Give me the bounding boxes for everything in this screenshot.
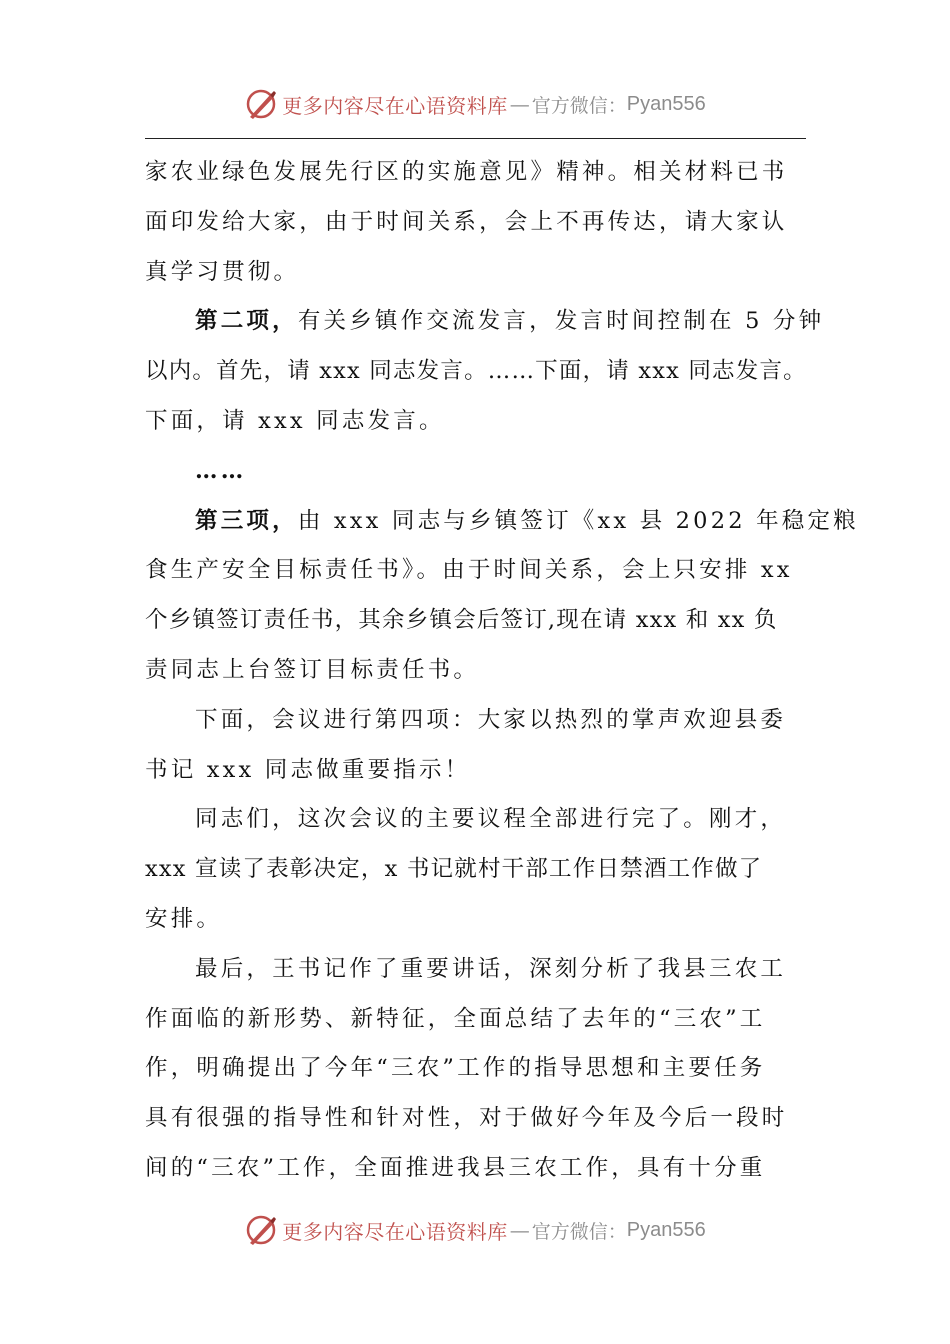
- text-line: 真学习贯彻。: [145, 258, 300, 285]
- text-line: 责同志上台签订目标责任书。: [145, 656, 480, 683]
- text-line: 家农业绿色发展先行区的实施意见》精神。相关材料已书: [145, 159, 788, 185]
- text-line: 作面临的新形势、新特征，全面总结了去年的“三农”工: [145, 1005, 766, 1032]
- text-line: 由 xxx 同志与乡镇签订《xx 县 2022 年稳定粮: [297, 507, 859, 534]
- text-line: 食生产安全目标责任书》。由于时间关系，会上只安排 xx: [145, 557, 793, 584]
- item-two-line: [145, 297, 825, 347]
- wechat-id: Pyan556: [626, 1218, 706, 1241]
- header-divider: [145, 138, 806, 139]
- text-line: 个乡镇签订责任书，其余乡镇会后签订,现在请 xxx 和 xx 负: [145, 607, 778, 634]
- banner-dash: —: [509, 1218, 530, 1242]
- text-line: 同志们，这次会议的主要议程全部进行完了。刚才，: [195, 806, 787, 833]
- ellipsis-line: [145, 447, 807, 497]
- text-line: 下面，会议进行第四项：大家以热烈的掌声欢迎县委: [195, 706, 787, 733]
- text-line: 具有很强的指导性和针对性，对于做好今年及今后一段时: [145, 1105, 788, 1132]
- text-line: 作，明确提出了今年“三农”工作的指导思想和主要任务: [145, 1055, 766, 1082]
- wechat-label: 官方微信：: [531, 1220, 627, 1243]
- item-two-label: 第二项，: [195, 308, 298, 335]
- wechat-label: 官方微信：: [531, 94, 627, 117]
- item-three-line: [145, 497, 859, 547]
- text-line: 间的“三农”工作，全面推进我县三农工作，具有十分重: [145, 1154, 766, 1181]
- banner-text: 更多内容尽在心语资料库: [282, 1219, 508, 1244]
- pen-circle-icon: [244, 87, 278, 121]
- text-line: 安排。: [145, 905, 223, 932]
- pen-circle-icon: [244, 1213, 278, 1247]
- item-three-label: 第三项，: [195, 507, 298, 534]
- document-body: [145, 148, 859, 1194]
- text-line: 下面，请 xxx 同志发言。: [145, 407, 445, 434]
- banner-dash: —: [509, 92, 530, 116]
- text-line: xxx 宣读了表彰决定，x 书记就村干部工作日禁酒工作做了: [145, 856, 763, 883]
- wechat-id: Pyan556: [626, 92, 706, 115]
- header-banner: [0, 84, 950, 124]
- text-line: 有关乡镇作交流发言，发言时间控制在 5 分钟: [297, 308, 825, 335]
- footer-banner: [0, 1210, 950, 1250]
- text-line: 面印发给大家，由于时间关系，会上不再传达，请大家认: [145, 208, 788, 235]
- text-line: 以内。首先，请 xxx 同志发言。……下面，请 xxx 同志发言。: [145, 358, 807, 385]
- ellipsis: ……: [195, 457, 247, 484]
- text-line: 最后，王书记作了重要讲话，深刻分析了我县三农工: [195, 955, 787, 982]
- banner-text: 更多内容尽在心语资料库: [282, 93, 508, 118]
- text-line: 书记 xxx 同志做重要指示！: [145, 756, 471, 783]
